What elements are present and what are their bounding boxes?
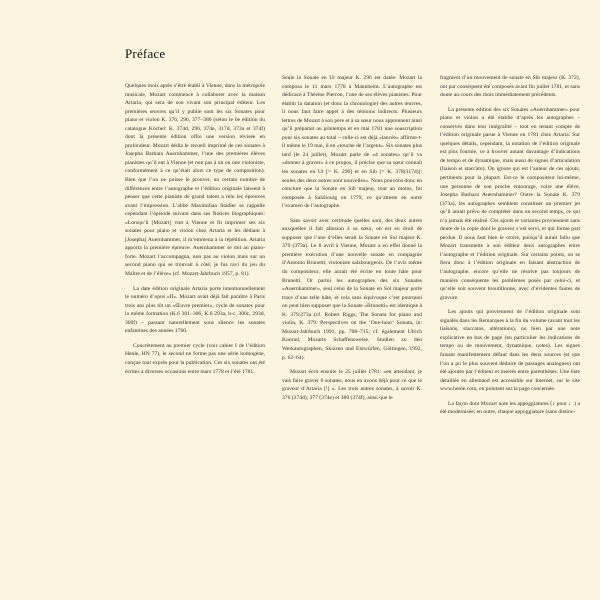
paragraph: La présente édition des six Sonates «Auernhammer» pour piano et violon a été établie d’après les autographes – conservés dans leur intégralité – tout en tenant compte de l’édition originale parue à Vienne en 1781 chez Artaria. Sur quelques détails, cependant, la notation de l’édition originale est plus fournie, ce à trouver autant davantage d’indications de tempo et de dynamique, mais aussi de signes d’articulation (liaison et staccato). On ignore qui est l’auteur de ces ajouts, pertinents pour la plupart. Est-ce le compositeur lui-même, une personne de son proche entourage, voire une élève, Josepha Barbara Auernhammer? Outre la Sonate K. 379 (373a), les autographes semblent constituer un premier jet qu’il aurait prévu de compléter dans un second temps, ce qui n’a jamais été réalisé. Ces ajouts et variantes proviennent sans doute de la copie dont le graveur s’est servi, et qui forme part perdue. Il nous faut bien le croire, puisqu’il aurait fallu que Mozart transmette à son éditeur deux autographes entre l’autographe et l’édition originale. Sur certains points, on se fiera donc à l’édition originale en faisant abstraction de l’autographe, encore qu’elle ne résolve pas toujours de manière conséquente les problèmes posés par celui-ci, et qu’elle soit souvent broutillonne, avec d’évidentes fautes de gravure. bbox=[440, 106, 580, 301]
paragraph: Seule la Sonate en Ut majeur K. 296 est datée: Mozart la composa le 11 mars 1778 à Mannheim. L’autographe est dédicacé à Thérèse Pierron, l’une de ses élèves pianistes. Pour établir la datation (et donc la chronologie) des autres œuvres, il nous faut faire appel à des témoins indirects. Plusieurs lettres de Mozart à son père et à sa sœur nous apprennent ainsi qu’il préparait au printemps et en mai 1781 une souscription pour six sonates au total – celle-ci est déjà «lancée» affirme-t-il même le 19 mai, il en «touche de l’argent». Six sonates plus tard (le 24 juillet), Mozart parle de «4 sonates» qu’il va «donner à graver» à ce propos, il précise que sa sœur connaît les sonates en Ut [= K. 296] et en Sib [= K. 378(317d)]: seules des deux autres sont nouvelles». Nous pouvons donc en conclure que la Sonate en Sib majeur, tout au moins, fut composée à Salzbourg en 1779, ce qu’atteste en outre l’examen de l’autographe. bbox=[282, 75, 422, 210]
paragraph: Sans savoir avec certitude quelles sont, des deux autres auxquelles il fait allusion à sa sœur, on est en droit de supposer que l’une d’elles serait la Sonate en Sol majeur K. 379 (373a). Le 8 avril à Vienne, Mozart a en effet donné la première exécution d’une nouvelle sonate en compagnie d’Antonio Brunetti, violoniste salzbourgeois. De l’avis même du compositeur, elle aurait été écrite en toute hâte pour Brunetti. Or parmi les autographes des six Sonates «Auernhammer», seul celui de la Sonate en Sol majeur porte trace d’une telle hâte, et cela sans équivoque c’est pourquoi on peut bien supposer que la Sonate «Brunetti» est identique à K. 379/373a (cf. Robert Riggs, The Sonata for piano and violin, K. 379. Perspectives on the ‘One-hour’ Sonata, in: Mozart-Jahrbuch 1991, pp. 708–715; cf. également Ulrich Konrad, Mozarts Schaffensweise. Studien zu den Werkautographen, Skizzen und Entwürfen, Göttingen, 1992, p. 62–64). bbox=[282, 217, 422, 361]
text-column-2 bbox=[282, 74, 422, 402]
paragraph: fragment d’un mouvement de sonate en Sib majeur (K. 372), ont par conséquent été composés avant fin juillet 1781, et sans doute au cours des mois immédiatement précédents. bbox=[440, 75, 580, 99]
page-title: Préface bbox=[125, 46, 166, 61]
text-column-3 bbox=[440, 74, 580, 417]
paragraph: Concrètement au premier cycle (voir cahier I de l’édition Henle, HN 77), le second ne forme pas une série homogène, conçue tout exprès pour la publication. Ces six sonates ont été écrites à diverses occasions entre mars 1778 et l’été 1781. bbox=[125, 342, 265, 375]
text-column-1 bbox=[125, 82, 265, 376]
paragraph: Les ajouts qui proviennent de l’édition originale sont signalés dans les Remarques à la fin du volume (avant tout les liaisons, staccatos, altérations), ou bien par une note explicative en bas de page (en particulier les indications de tempo ou de mouvement, dynamique, notes). Les signes faisant manifestement défaut dans les deux sources (et que l’on a pu le plus souvent déduire de passages analogues) ont été ajoutés par l’éditeur et insérés entre parenthèses. Une liste détaillée en allemand est accessible sur Internet, sur le site www.henle.com, en pointant sur la page concernée. bbox=[440, 309, 580, 393]
paragraph: La façon dont Mozart note les appoggiatures (♪ pour ♩) a été modernisée; en outre, chaque appoggiature (sans distinc- bbox=[440, 400, 580, 416]
paragraph: Quelques mois après s’être établi à Vienne, dans la métropole musicale, Mozart commence à collaborer avec la maison Artaria, qui sera de son vivant son principal éditeur. Les premières œuvres qu’il y publie sont les six Sonates pour piano et violon K. 376, 296, 377–380 (selon le 6e édition du catalogue Köchel: K. 374d, 296, 374e, 317d, 373a et 374f) dont la présente édition offre une version révisée en profondeur. Mozart dédia le recueil imprimé de ces sonates à Josepha Barbara Auernhammer, l’une des premières élèves pianistes qu’il eut à Vienne (et non pas à un ou une violoniste, conformément à ce qu’était alors ce type de composition). Bien que l’on ne puisse le prouver, un certain nombre de différences entre l’autographe et l’édition originale laissent à penser que cette pianiste de grand talent a relu les épreuves avant l’impression. L’abbé Maximilian Stadler se rappelle cependant l’épisode suivant dans ses Notices biographiques: «Lorsqu’il [Mozart] vint à Vienne et fit imprimer ses six sonates pour piano et violon chez Artaria et les dédiant à [Josepha] Auernhammer, il m’emmena à la répétition. Artaria apporta la première épreuve. Auernhammer se mit au piano-forte. Mozart l’accompagna, non pas au violon mais sur un second piano qui se trouvait à côté; je fus ravi du jeu du Maître et de l’élève» (cf. Mozart-Jahrbuch 1957, p. 81). bbox=[125, 83, 265, 278]
paragraph: La date édition originale Artaria porte intentionnellement le numéro d’opus «II». Mozart avait déjà fait paraître à Paris trois ans plus tôt un «Œuvre premier», cycle de sonates pour la même formation (K.6 301–306, K.6 293a, b-c, 300c, 293d, 300l) – passant naturellement sous silence les sonates enfantines des années 1760. bbox=[125, 285, 265, 335]
paragraph: Mozart écrit ensuite le 25 juillet 1781: «en attendant, je vais faire graver 6 sonates, nous en avons déjà pour ce que le graveur d’Artaria [!] ». Les trois autres sonates, à savoir K. 376 (374d), 377 (374e) et 380 (374f), ainsi que le bbox=[282, 369, 422, 401]
